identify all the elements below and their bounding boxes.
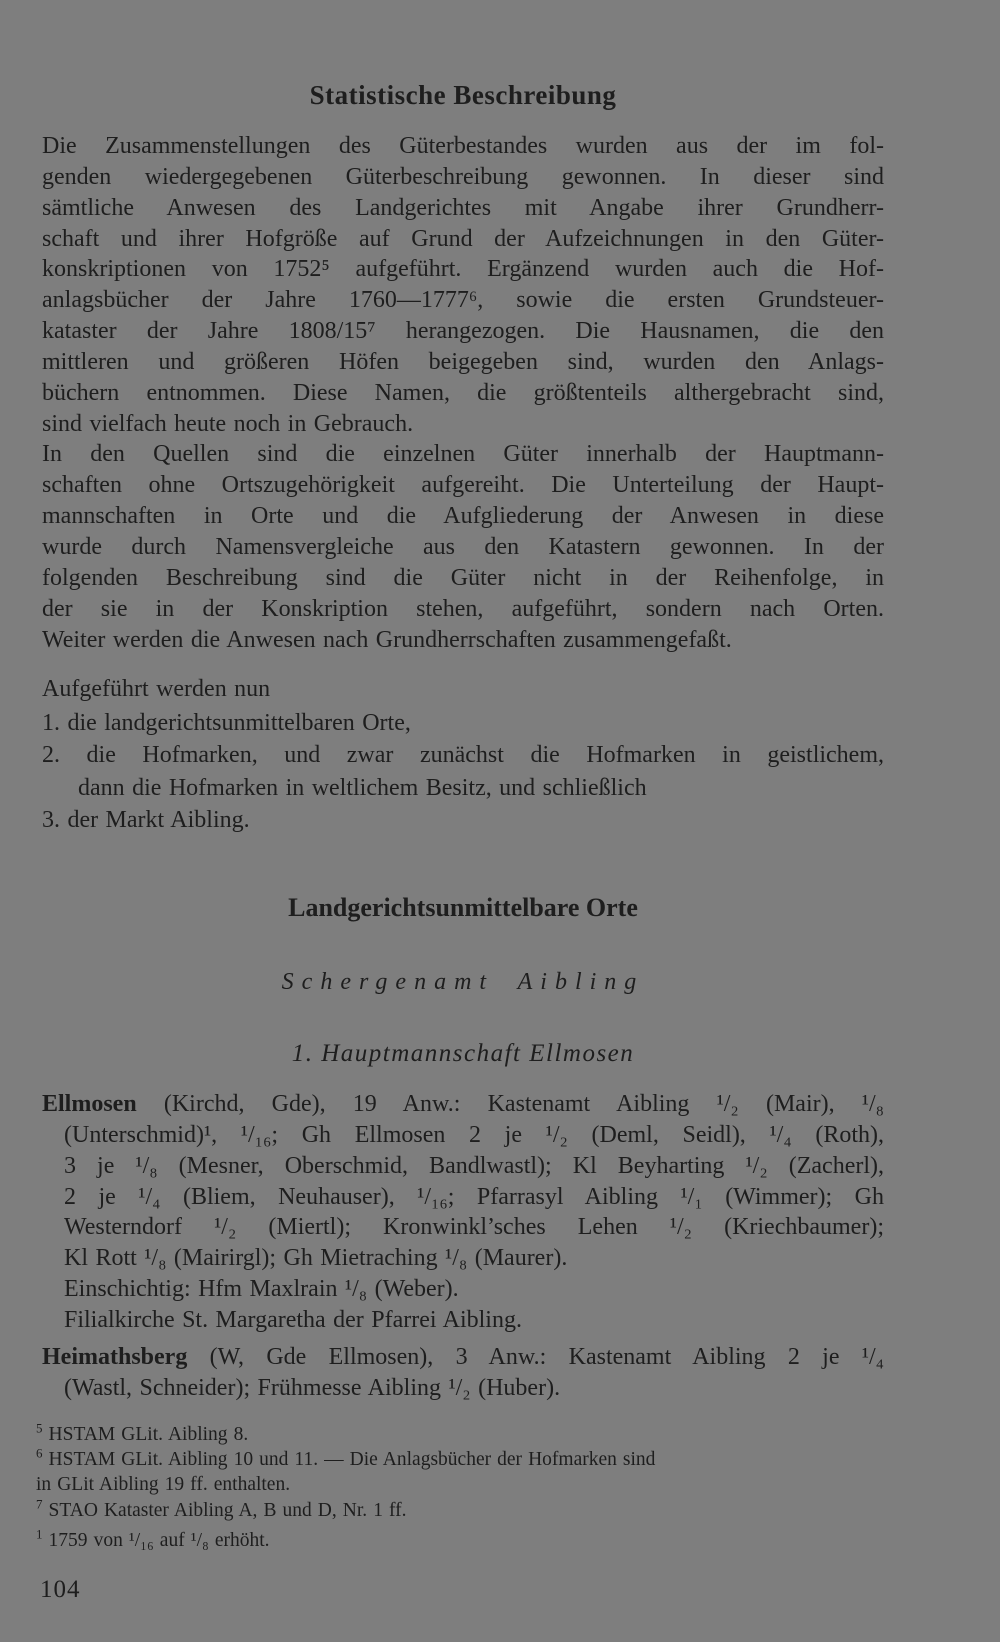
text-line: kataster der Jahre 1808/15⁷ herangezogen. Die Hausnamen, die den xyxy=(42,318,884,345)
hauptmannschaft-heading: 1. Hauptmannschaft Ellmosen xyxy=(291,1040,635,1067)
text-line: der sie in der Konskription stehen, aufgeführt, sondern nach Orten. xyxy=(42,595,884,622)
footnote xyxy=(36,1498,884,1523)
entry-line: Westerndorf ¹/₂ (Miertl); Kronwinkl’sches Lehen ¹/₂ (Kriechbaumer); xyxy=(64,1214,884,1241)
entry-first-line xyxy=(42,1089,884,1120)
entry-line: Kl Rott ¹/₈ (Mairirgl); Gh Mietraching ¹/₈ (Maurer). xyxy=(64,1245,568,1272)
text-line: anlagsbücher der Jahre 1760—1777⁶, sowie die ersten Grundsteuer- xyxy=(42,287,884,314)
footnote-marker: 1 xyxy=(36,1526,43,1542)
text-line: büchern entnommen. Diese Namen, die größtenteils althergebracht sind, xyxy=(42,379,884,406)
text-line: Die Zusammenstellungen des Güterbestandes wurden aus der im fol- xyxy=(42,133,884,159)
page-number: 104 xyxy=(40,1576,81,1603)
entry-line: 3 je ¹/₈ (Mesner, Oberschmid, Bandlwastl); Kl Beyharting ¹/₂ (Zacherl), xyxy=(64,1152,884,1179)
text-line: sind vielfach heute noch in Gebrauch. xyxy=(42,410,414,437)
text-line: wurde durch Namensvergleiche aus den Katastern gewonnen. In der xyxy=(42,533,884,560)
section-heading: Landgerichtsunmittelbare Orte xyxy=(288,893,638,922)
footnote xyxy=(36,1447,884,1472)
text-line: konskriptionen von 1752⁵ aufgeführt. Ergänzend wurden auch die Hof- xyxy=(42,256,884,283)
entry-line: 2 je ¹/₄ (Bliem, Neuhauser), ¹/₁₆; Pfarrasyl Aibling ¹/₁ (Wimmer); Gh xyxy=(64,1183,884,1210)
intro-paragraph xyxy=(42,131,884,655)
entry-text: (Kirchd, Gde), 19 Anw.: Kastenamt Aibling ¹/₂ (Mair), ¹/₈ xyxy=(136,1091,884,1117)
subsection-heading: Schergenamt Aibling xyxy=(281,969,645,995)
text-line: sämtliche Anwesen des Landgerichtes mit Angabe ihrer Grundherr- xyxy=(42,194,884,221)
footnote-text: STAO Kataster Aibling A, B und D, Nr. 1 ff. xyxy=(48,1499,407,1521)
text-line: mittleren und größeren Höfen beigegeben sind, wurden den Anlags- xyxy=(42,348,884,375)
text-line: mannschaften in Orte und die Aufgliederung der Anwesen in diese xyxy=(42,503,884,530)
footnote-marker: 6 xyxy=(36,1445,43,1461)
footnote-text: HSTAM GLit. Aibling 10 und 11. — Die Anlagsbücher der Hofmarken sind xyxy=(48,1449,656,1471)
entry-first-line xyxy=(42,1342,884,1373)
list-item-continuation: dann die Hofmarken in weltlichem Besitz, und schließlich xyxy=(78,774,647,801)
text-line: folgenden Beschreibung sind die Güter nicht in der Reihenfolge, in xyxy=(42,564,884,591)
entry-line: (Wastl, Schneider); Frühmesse Aibling ¹/₂ (Huber). xyxy=(64,1374,561,1401)
footnote-marker: 5 xyxy=(36,1420,43,1436)
list-item: 2. die Hofmarken, und zwar zunächst die Hofmarken in geistlichem, xyxy=(42,742,884,769)
entry-text: (W, Gde Ellmosen), 3 Anw.: Kastenamt Aibling 2 je ¹/₄ xyxy=(187,1344,884,1370)
footnote xyxy=(36,1422,884,1447)
page-title: Statistische Beschreibung xyxy=(309,80,617,110)
text-line: Weiter werden die Anwesen nach Grundherrschaften zusammengefaßt. xyxy=(42,626,732,653)
numbered-list xyxy=(42,707,884,836)
entry-name: Heimathsberg xyxy=(42,1344,188,1370)
footnote-text: 1759 von ¹/₁₆ auf ¹/₈ erhöht. xyxy=(48,1529,270,1551)
entry-filialkirche: Filialkirche St. Margaretha der Pfarrei Aibling. xyxy=(64,1306,522,1333)
entry-name: Ellmosen xyxy=(42,1091,137,1117)
text-line: schaften ohne Ortszugehörigkeit aufgereiht. Die Unterteilung der Haupt- xyxy=(42,472,884,499)
footnote xyxy=(36,1528,884,1553)
footnote-continuation: in GLit Aibling 19 ff. enthalten. xyxy=(36,1474,291,1496)
list-item: 1. die landgerichtsunmittelbaren Orte, xyxy=(42,710,411,736)
entry-line: (Unterschmid)¹, ¹/₁₆; Gh Ellmosen 2 je ¹/₂ (Deml, Seidl), ¹/₄ (Roth), xyxy=(64,1121,884,1148)
footnotes xyxy=(36,1422,884,1553)
text-line: In den Quellen sind die einzelnen Güter innerhalb der Hauptmann- xyxy=(42,441,884,468)
footnote-marker: 7 xyxy=(36,1496,43,1512)
entry-heimathsberg xyxy=(42,1342,884,1404)
text-line: genden wiedergegebenen Güterbeschreibung gewonnen. In dieser sind xyxy=(42,163,884,190)
list-lead: Aufgeführt werden nun xyxy=(42,676,271,702)
entry-einschichtig: Einschichtig: Hfm Maxlrain ¹/₈ (Weber). xyxy=(64,1276,459,1303)
text-line: schaft und ihrer Hofgröße auf Grund der Aufzeichnungen in den Güter- xyxy=(42,225,884,252)
footnote-text: HSTAM GLit. Aibling 8. xyxy=(48,1424,249,1445)
entry-ellmosen xyxy=(42,1089,884,1336)
list-item: 3. der Markt Aibling. xyxy=(42,806,250,833)
